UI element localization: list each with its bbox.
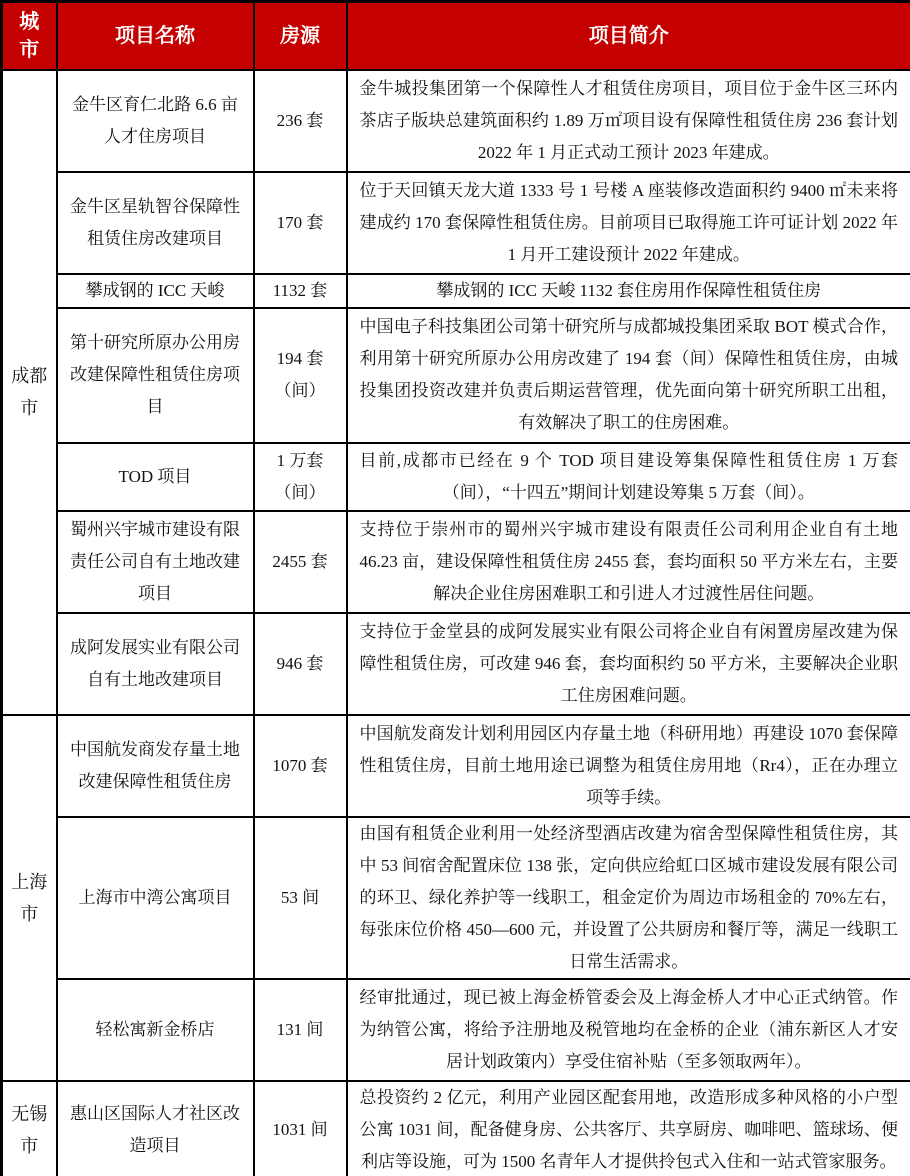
units-cell: 236 套 xyxy=(254,70,347,172)
col-header-city: 城市 xyxy=(2,2,57,70)
units-cell: 1070 套 xyxy=(254,715,347,817)
units-cell: 53 间 xyxy=(254,817,347,979)
project-name-cell: 蜀州兴宇城市建设有限责任公司自有土地改建项目 xyxy=(57,511,254,613)
project-name-cell: 轻松寓新金桥店 xyxy=(57,979,254,1081)
city-cell-shanghai: 上海市 xyxy=(2,715,57,1081)
table-row xyxy=(2,511,910,613)
col-header-project-name: 项目名称 xyxy=(57,2,254,70)
intro-cell: 经审批通过，现已被上海金桥管委会及上海金桥人才中心正式纳管。作为纳管公寓，将给予注册地及税管地均在金桥的企业（浦东新区人才安居计划政策内）享受住宿补贴（至多领取两年）。 xyxy=(347,979,910,1081)
project-name-cell: 金牛区育仁北路 6.6 亩人才住房项目 xyxy=(57,70,254,172)
project-name-cell: 金牛区星轨智谷保障性租赁住房改建项目 xyxy=(57,172,254,274)
project-name-cell: 惠山区国际人才社区改造项目 xyxy=(57,1081,254,1176)
table-row xyxy=(2,979,910,1081)
intro-cell: 支持位于崇州市的蜀州兴宇城市建设有限责任公司利用企业自有土地 46.23 亩，建设保障性租赁住房 2455 套，套均面积 50 平方米左右，主要解决企业住房困难职工和引进人才过渡性居住问题。 xyxy=(347,511,910,613)
city-cell-wuxi: 无锡市 xyxy=(2,1081,57,1176)
intro-cell: 位于天回镇天龙大道 1333 号 1 号楼 A 座装修改造面积约 9400 ㎡未来将建成约 170 套保障性租赁住房。目前项目已取得施工许可证计划 2022 年 1 月开工建设预计 2022 年建成。 xyxy=(347,172,910,274)
table-row xyxy=(2,172,910,274)
units-cell: 194 套（间） xyxy=(254,308,347,443)
table-row xyxy=(2,715,910,817)
units-cell: 2455 套 xyxy=(254,511,347,613)
intro-cell: 中国航发商发计划利用园区内存量土地（科研用地）再建设 1070 套保障性租赁住房，目前土地用途已调整为租赁住房用地（Rr4），正在办理立项等手续。 xyxy=(347,715,910,817)
header-row xyxy=(2,2,910,70)
units-cell: 170 套 xyxy=(254,172,347,274)
intro-cell: 由国有租赁企业利用一处经济型酒店改建为宿舍型保障性租赁住房，其中 53 间宿舍配置床位 138 张，定向供应给虹口区城市建设发展有限公司的环卫、绿化养护等一线职工，租金定价为周边市场租金的 70%左右，每张床位价格 450—600 元，并设置了公共厨房和餐厅等，满足一线职工日常生活需求。 xyxy=(347,817,910,979)
intro-cell: 金牛城投集团第一个保障性人才租赁住房项目，项目位于金牛区三环内茶店子版块总建筑面积约 1.89 万㎡项目设有保障性租赁住房 236 套计划 2022 年 1 月正式动工预计 2023 年建成。 xyxy=(347,70,910,172)
project-name-cell: TOD 项目 xyxy=(57,443,254,511)
units-cell: 1031 间 xyxy=(254,1081,347,1176)
project-name-cell: 成阿发展实业有限公司自有土地改建项目 xyxy=(57,613,254,715)
intro-cell: 总投资约 2 亿元，利用产业园区配套用地，改造形成多种风格的小户型公寓 1031 间，配备健身房、公共客厅、共享厨房、咖啡吧、篮球场、便利店等设施，可为 1500 名青年人才提供拎包式入住和一站式管家服务。 xyxy=(347,1081,910,1176)
project-name-cell: 攀成钢的 ICC 天峻 xyxy=(57,274,254,308)
table-row xyxy=(2,613,910,715)
city-cell-chengdu: 成都市 xyxy=(2,70,57,715)
intro-cell: 中国电子科技集团公司第十研究所与成都城投集团采取 BOT 模式合作，利用第十研究所原办公用房改建了 194 套（间）保障性租赁住房，由城投集团投资改建并负责后期运营管理，优先面向第十研究所职工出租，有效解决了职工的住房困难。 xyxy=(347,308,910,443)
table-row xyxy=(2,443,910,511)
col-header-intro: 项目简介 xyxy=(347,2,910,70)
col-header-units: 房源 xyxy=(254,2,347,70)
units-cell: 946 套 xyxy=(254,613,347,715)
table-row xyxy=(2,308,910,443)
intro-cell: 目前,成都市已经在 9 个 TOD 项目建设筹集保障性租赁住房 1 万套（间），“十四五”期间计划建设筹集 5 万套（间）。 xyxy=(347,443,910,511)
table-row xyxy=(2,274,910,308)
project-name-cell: 中国航发商发存量土地改建保障性租赁住房 xyxy=(57,715,254,817)
units-cell: 131 间 xyxy=(254,979,347,1081)
table-row xyxy=(2,1081,910,1176)
units-cell: 1132 套 xyxy=(254,274,347,308)
intro-cell: 攀成钢的 ICC 天峻 1132 套住房用作保障性租赁住房 xyxy=(347,274,910,308)
intro-cell: 支持位于金堂县的成阿发展实业有限公司将企业自有闲置房屋改建为保障性租赁住房，可改建 946 套，套均面积约 50 平方米，主要解决企业职工住房困难问题。 xyxy=(347,613,910,715)
table-row xyxy=(2,70,910,172)
project-name-cell: 上海市中湾公寓项目 xyxy=(57,817,254,979)
units-cell: 1 万套（间） xyxy=(254,443,347,511)
table-row xyxy=(2,817,910,979)
project-name-cell: 第十研究所原办公用房改建保障性租赁住房项目 xyxy=(57,308,254,443)
